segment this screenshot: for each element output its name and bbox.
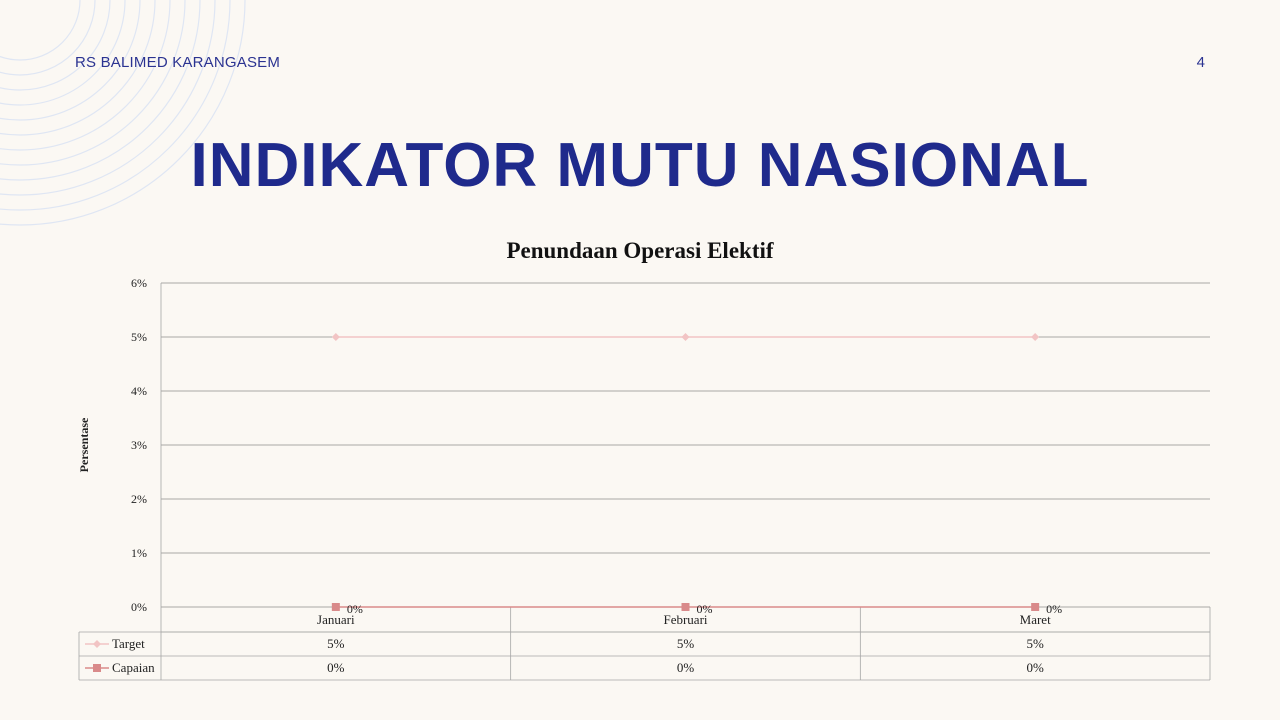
target-marker bbox=[1031, 333, 1039, 341]
page-title: INDIKATOR MUTU NASIONAL bbox=[190, 131, 1090, 200]
target-marker bbox=[682, 333, 690, 341]
x-category-label: Februari bbox=[663, 612, 708, 627]
y-axis-label: Persentase bbox=[77, 417, 91, 473]
table-value: 5% bbox=[1026, 636, 1044, 651]
legend-label: Target bbox=[112, 636, 145, 651]
legend-marker-target bbox=[93, 640, 101, 648]
legend-marker-capaian bbox=[93, 664, 101, 672]
organization-name: RS BALIMED KARANGASEM bbox=[75, 54, 281, 71]
chart-title: Penundaan Operasi Elektif bbox=[506, 238, 774, 263]
data-label: 0% bbox=[696, 602, 713, 616]
y-tick-label: 1% bbox=[131, 546, 147, 560]
y-tick-label: 2% bbox=[131, 492, 147, 506]
data-label: 0% bbox=[1046, 602, 1063, 616]
page-number: 4 bbox=[1196, 54, 1205, 71]
table-value: 5% bbox=[327, 636, 345, 651]
data-label: 0% bbox=[346, 602, 363, 616]
table-value: 0% bbox=[327, 660, 345, 675]
y-tick-label: 4% bbox=[131, 384, 147, 398]
capaian-marker bbox=[682, 603, 690, 611]
legend-label: Capaian bbox=[112, 660, 155, 675]
y-tick-label: 5% bbox=[131, 330, 147, 344]
capaian-marker bbox=[1031, 603, 1039, 611]
y-tick-label: 0% bbox=[131, 600, 147, 614]
y-tick-label: 3% bbox=[131, 438, 147, 452]
table-value: 5% bbox=[676, 636, 695, 651]
y-tick-label: 6% bbox=[131, 276, 147, 290]
x-category-label: Maret bbox=[1019, 612, 1051, 627]
x-category-label: Januari bbox=[317, 612, 355, 627]
table-value: 0% bbox=[676, 660, 695, 675]
table-value: 0% bbox=[1026, 660, 1044, 675]
target-marker bbox=[332, 333, 340, 341]
capaian-marker bbox=[332, 603, 340, 611]
